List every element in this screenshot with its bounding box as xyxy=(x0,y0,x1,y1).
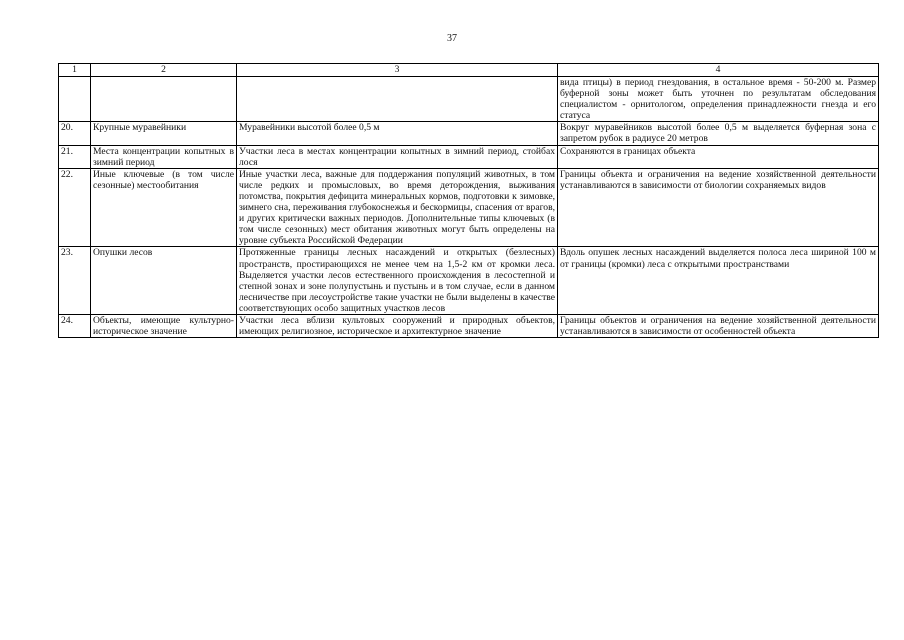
description-cell: Муравейники высотой более 0,5 м xyxy=(237,122,558,145)
description-cell: Протяженные границы лесных насаждений и открытых (безлесных) пространств, простирающихся не менее чем на 1,5-2 км от кромки леса. Выделяется участки лесов естественного происхождения в лесостепной и степной зонах и зоне полупустынь и пустынь и в том случае, если в данном лесничестве при лесоустройстве такие участки не были выделены в качестве соответствующих особо защитных участков лесов xyxy=(237,247,558,315)
table-row xyxy=(59,168,879,247)
row-number: 22. xyxy=(59,168,91,247)
table-row xyxy=(59,77,879,122)
measures-cell: Границы объектов и ограничения на ведение хозяйственной деятельности устанавливаются в зависимости от особенностей объекта xyxy=(558,314,879,337)
table-row xyxy=(59,314,879,337)
row-number xyxy=(59,77,91,122)
document-table xyxy=(58,63,879,338)
object-cell: Крупные муравейники xyxy=(91,122,237,145)
table-row xyxy=(59,145,879,168)
object-cell: Объекты, имеющие культурно-историческое значение xyxy=(91,314,237,337)
description-cell: Участки леса в местах концентрации копытных в зимний период, стойбах лося xyxy=(237,145,558,168)
table-row xyxy=(59,247,879,315)
description-cell: Иные участки леса, важные для поддержания популяций животных, в том числе редких и промысловых, во время деторождения, выживания потомства, покрытия дефицита минеральных кормов, подготовки к зимовке, зимнего сна, переживания глубокоснежья и бескормицы, спасения от врагов, и других критически важных периодов. Дополнительные типы ключевых (в том числе сезонных) мест обитания животных могут быть определены на уровне субъекта Российской Федерации xyxy=(237,168,558,247)
table-row xyxy=(59,122,879,145)
table-header-row xyxy=(59,64,879,77)
description-cell xyxy=(237,77,558,122)
measures-cell: Вдоль опушек лесных насаждений выделяется полоса леса шириной 100 м от границы (кромки) леса с открытыми пространствами xyxy=(558,247,879,315)
object-cell: Места концентрации копытных в зимний период xyxy=(91,145,237,168)
object-cell: Опушки лесов xyxy=(91,247,237,315)
measures-cell: вида птицы) в период гнездования, в остальное время - 50-200 м. Размер буферной зоны может быть уточнен по результатам обследования специалистом - орнитологом, определения принадлежности гнезда и его статуса xyxy=(558,77,879,122)
row-number: 21. xyxy=(59,145,91,168)
column-header-1: 1 xyxy=(59,64,91,77)
column-header-4: 4 xyxy=(558,64,879,77)
measures-cell: Границы объекта и ограничения на ведение хозяйственной деятельности устанавливаются в зависимости от биологии сохраняемых видов xyxy=(558,168,879,247)
object-cell: Иные ключевые (в том числе сезонные) местообитания xyxy=(91,168,237,247)
row-number: 20. xyxy=(59,122,91,145)
row-number: 23. xyxy=(59,247,91,315)
measures-cell: Вокруг муравейников высотой более 0,5 м выделяется буферная зона с запретом рубок в радиусе 20 метров xyxy=(558,122,879,145)
measures-cell: Сохраняются в границах объекта xyxy=(558,145,879,168)
description-cell: Участки леса вблизи культовых сооружений и природных объектов, имеющих религиозное, историческое и архитектурное значение xyxy=(237,314,558,337)
row-number: 24. xyxy=(59,314,91,337)
column-header-3: 3 xyxy=(237,64,558,77)
column-header-2: 2 xyxy=(91,64,237,77)
object-cell xyxy=(91,77,237,122)
page-number: 37 xyxy=(447,33,457,44)
